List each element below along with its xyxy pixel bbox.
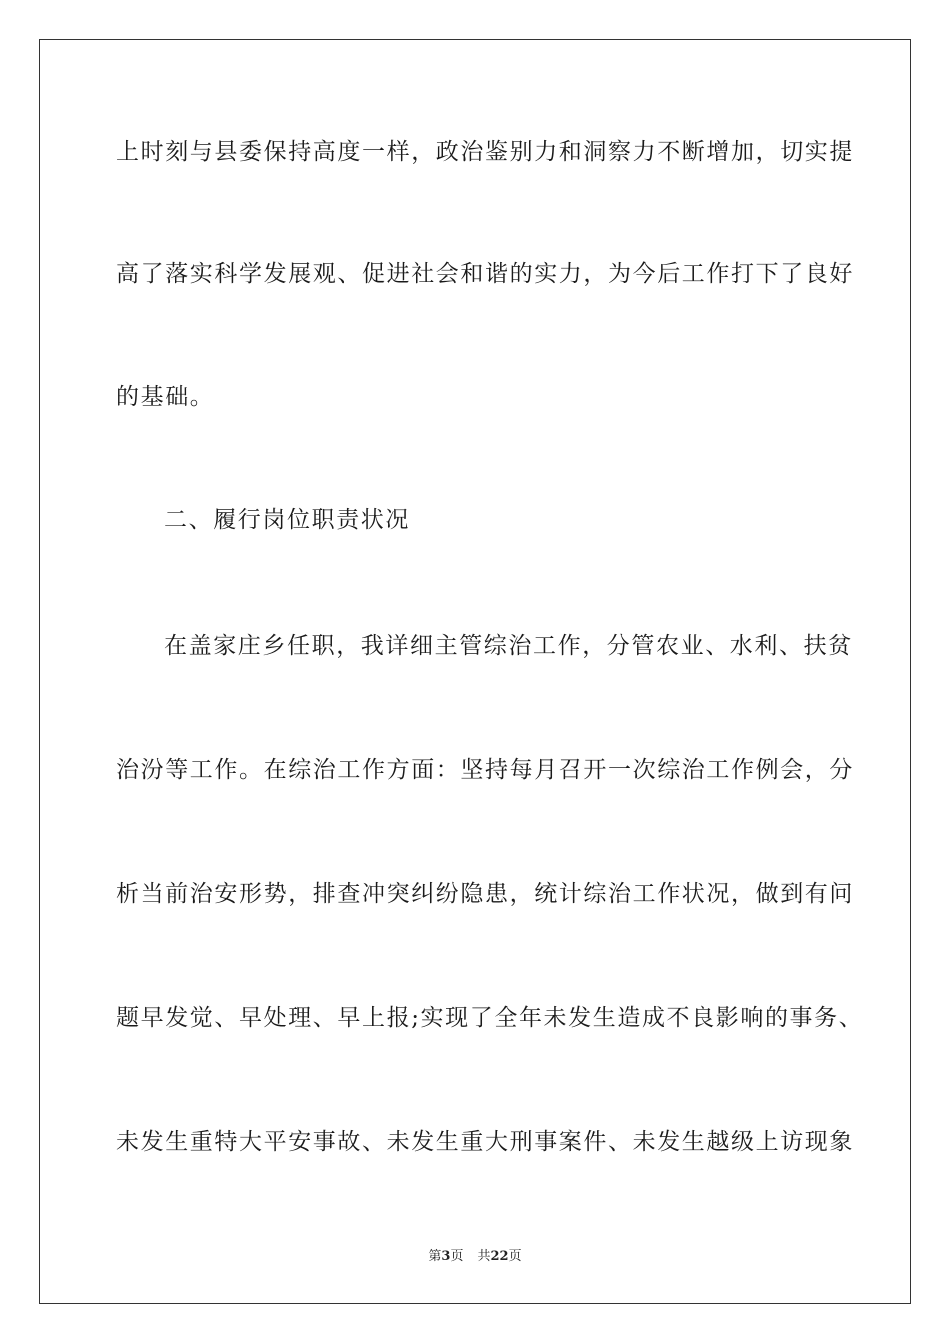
total-pages: 22 xyxy=(490,1249,509,1264)
text-line-7: 析当前治安形势，排查冲突纠纷隐患，统计综治工作状况，做到有问 xyxy=(116,881,854,907)
text-line-6: 治汾等工作。在综治工作方面：坚持每月召开一次综治工作例会，分 xyxy=(116,757,854,783)
page-suffix: 页 xyxy=(450,1249,464,1264)
text-line-9: 未发生重特大平安事故、未发生重大刑事案件、未发生越级上访现象 xyxy=(116,1129,854,1155)
total-suffix: 页 xyxy=(508,1249,522,1264)
text-line-3: 的基础。 xyxy=(116,384,215,410)
page-border xyxy=(39,39,911,1304)
total-prefix: 共 xyxy=(477,1249,491,1264)
text-line-5: 在盖家庄乡任职，我详细主管综治工作，分管农业、水利、扶贫 xyxy=(164,633,853,659)
section-heading: 二、履行岗位职责状况 xyxy=(164,507,410,533)
page-footer xyxy=(0,1248,950,1266)
text-line-2: 高了落实科学发展观、促进社会和谐的实力，为今后工作打下了良好 xyxy=(116,261,854,287)
text-line-1: 上时刻与县委保持高度一样，政治鉴别力和洞察力不断增加，切实提 xyxy=(116,139,854,165)
text-line-8: 题早发觉、早处理、早上报;实现了全年未发生造成不良影响的事务、 xyxy=(116,1005,864,1031)
page-prefix: 第 xyxy=(428,1249,442,1264)
page-number: 3 xyxy=(441,1249,451,1264)
